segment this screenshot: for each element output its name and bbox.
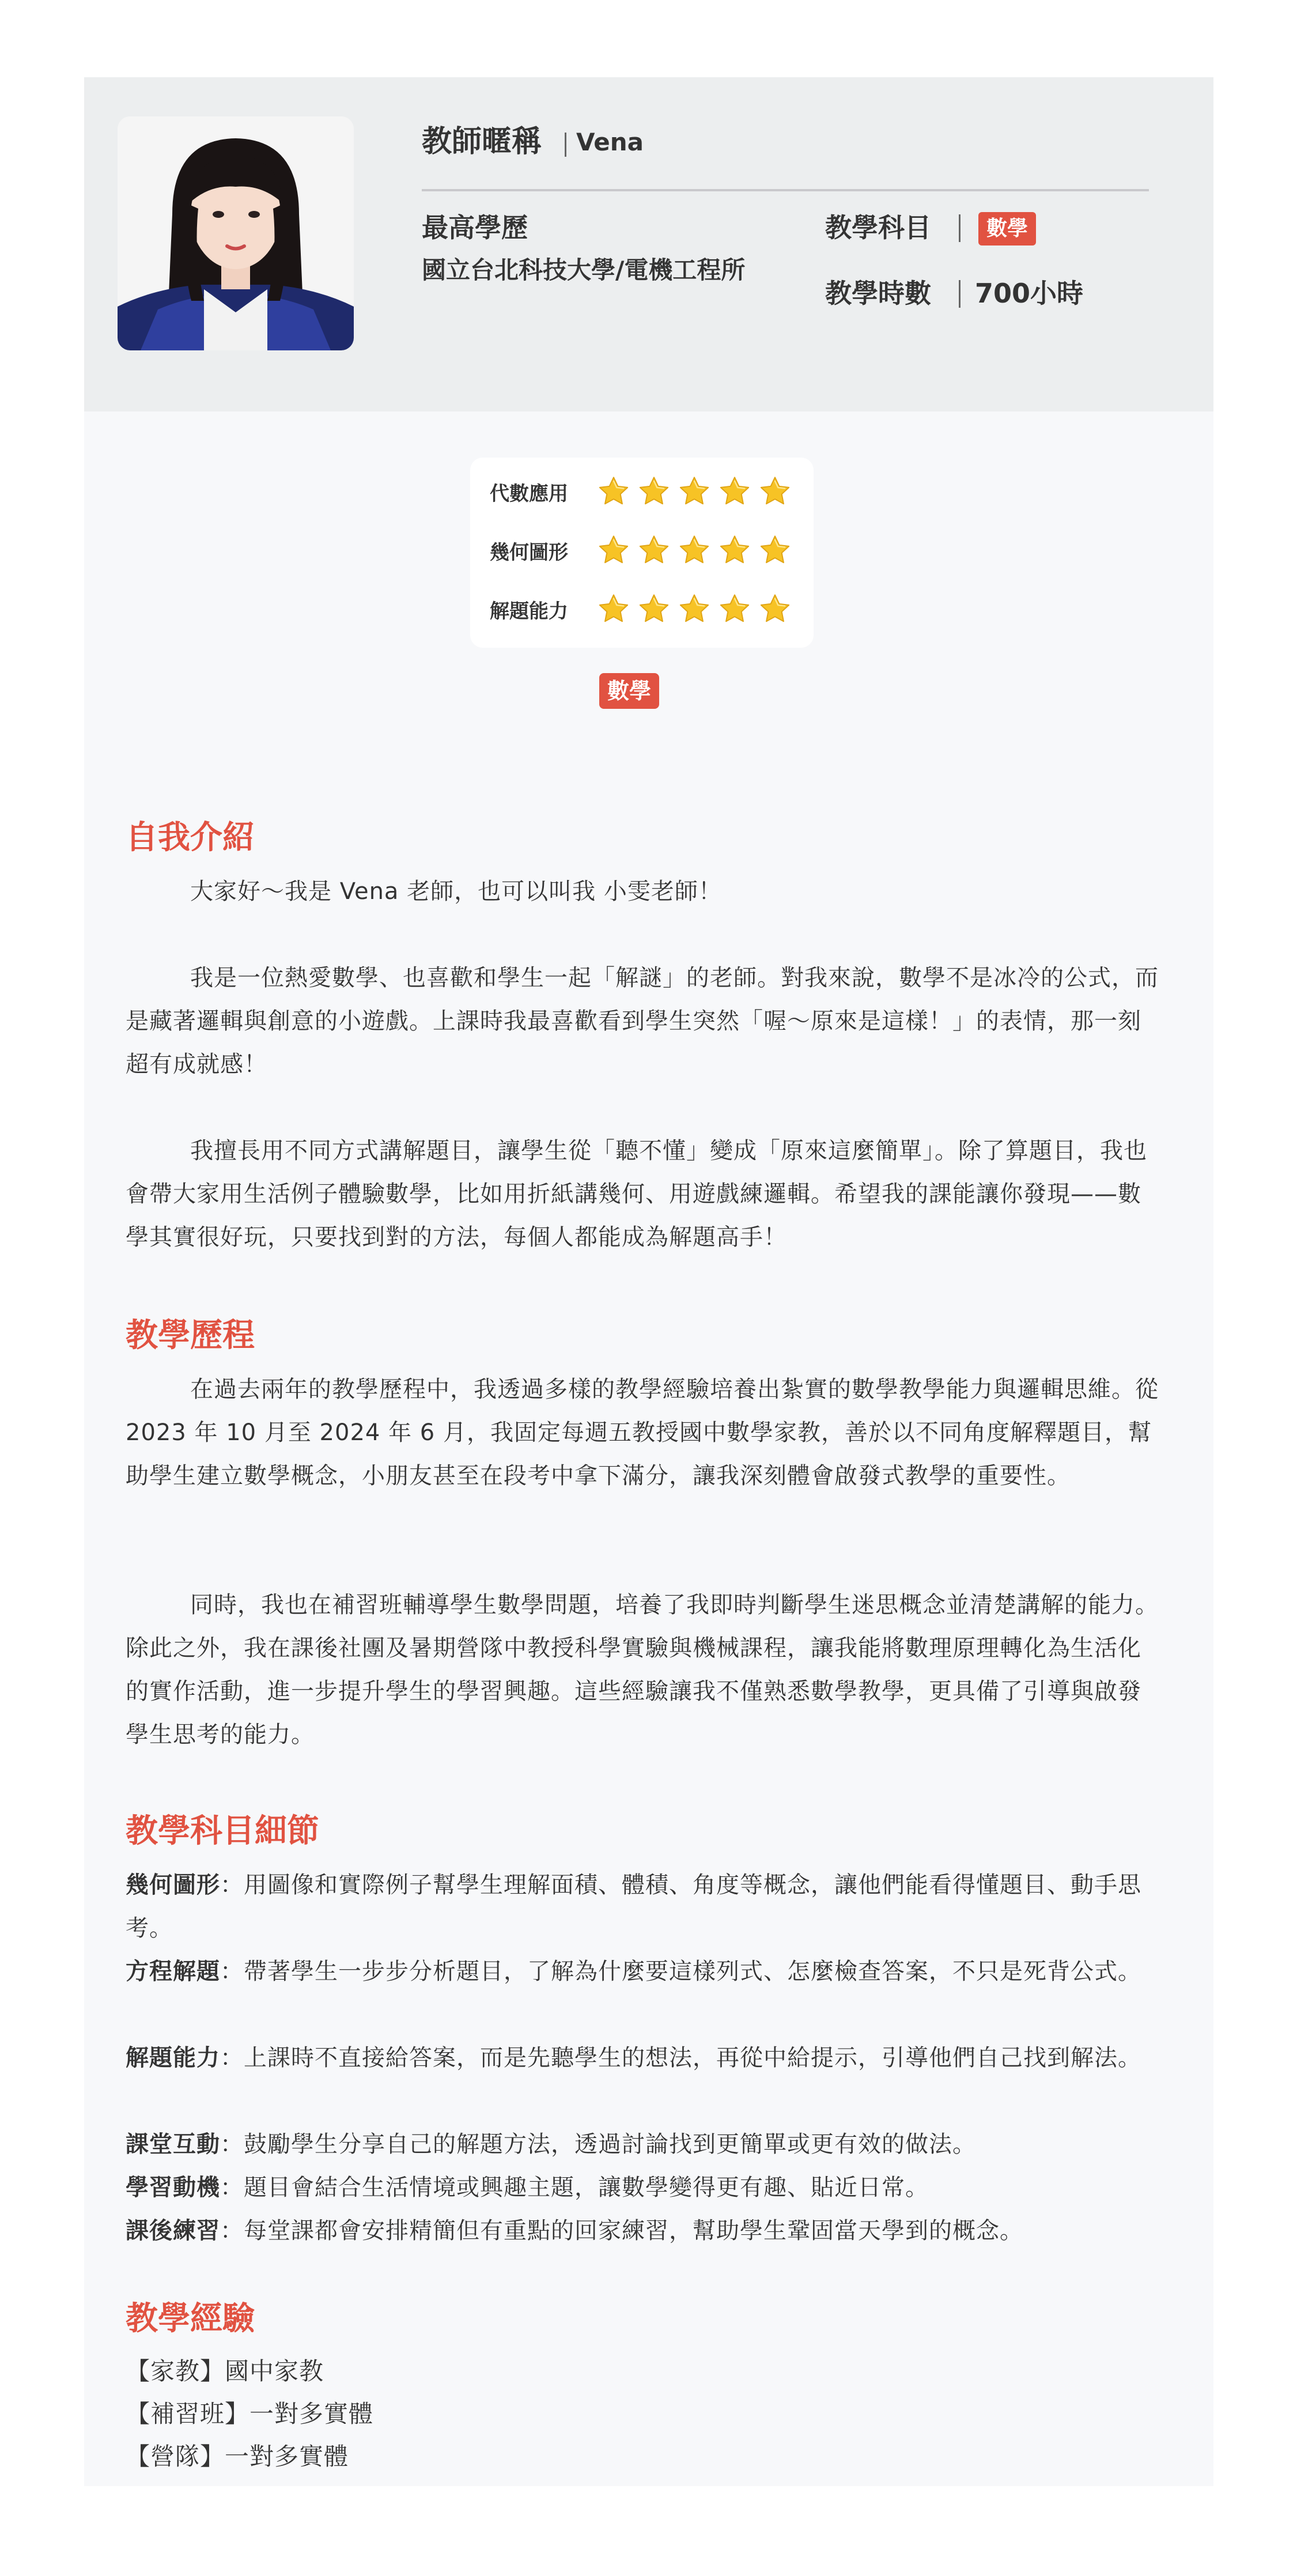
detail-text: ：每堂課都會安排精簡但有重點的回家練習，幫助學生鞏固當天學到的概念。 — [220, 2218, 1023, 2244]
detail-item — [126, 2209, 1163, 2253]
detail-term: 方程解題 — [126, 1958, 220, 1985]
detail-text: ：題目會結合生活情境或興趣主題，讓數學變得更有趣、貼近日常。 — [220, 2174, 929, 2201]
teacher-profile-card — [84, 77, 1213, 2486]
star-icon — [678, 534, 711, 567]
star-icon — [718, 534, 751, 567]
star-icon — [758, 592, 792, 626]
detail-item — [126, 1864, 1163, 1950]
detail-item — [126, 2166, 1163, 2209]
detail-item — [126, 2123, 1163, 2166]
experience-item: 【補習班】一對多實體 — [126, 2400, 374, 2428]
nickname-value: Vena — [576, 128, 644, 156]
nickname-separator — [565, 133, 566, 157]
detail-term: 課堂互動 — [126, 2131, 220, 2158]
skill-ratings-panel — [470, 458, 814, 648]
detail-item — [126, 1950, 1163, 1993]
star-icon — [718, 592, 751, 626]
experience-item: 【營隊】一對多實體 — [126, 2442, 349, 2471]
history-paragraph: 同時，我也在補習班輔導學生數學問題，培養了我即時判斷學生迷思概念並清楚講解的能力。除此之外，我在課後社團及暑期營隊中教授科學實驗與機械課程，讓我能將數理原理轉化為生活化的實作活動，進一步提升學生的學習興趣。這些經驗讓我不僅熟悉數學教學，更具備了引導與啟發學生思考的能力。 — [126, 1592, 1159, 1748]
teacher-avatar — [118, 116, 354, 350]
nickname-label: 教師暱稱 — [422, 124, 542, 159]
intro-paragraph: 我擅長用不同方式講解題目，讓學生從「聽不懂」變成「原來這麼簡單」。除了算題目，我也會帶大家用生活例子體驗數學，比如用折紙講幾何、用遊戲練邏輯。希望我的課能讓你發現——數學其實很好玩，只要找到對的方法，每個人都能成為解題高手！ — [126, 1138, 1147, 1251]
profile-header — [84, 77, 1213, 411]
star-rating — [597, 534, 799, 567]
star-icon — [597, 592, 630, 626]
detail-item — [126, 2037, 1163, 2080]
star-icon — [597, 475, 630, 508]
experience-item: 【家教】國中家教 — [126, 2357, 324, 2385]
star-rating — [597, 475, 799, 508]
detail-term: 學習動機 — [126, 2174, 220, 2201]
star-icon — [718, 475, 751, 508]
rating-row-geometry — [490, 530, 799, 571]
subject-separator — [959, 214, 961, 242]
rating-label: 幾何圖形 — [490, 541, 568, 564]
rating-row-problem-solving — [490, 589, 799, 629]
detail-term: 幾何圖形 — [126, 1872, 220, 1898]
star-icon — [637, 592, 671, 626]
teaching-hours-label: 教學時數 — [825, 278, 931, 309]
star-icon — [637, 475, 671, 508]
details-title: 教學科目細節 — [126, 1812, 319, 1850]
star-icon — [678, 475, 711, 508]
rating-row-algebra — [490, 471, 799, 512]
star-icon — [758, 534, 792, 567]
header-divider — [422, 189, 1149, 191]
history-title: 教學歷程 — [126, 1317, 255, 1354]
subject-tag: 數學 — [599, 673, 659, 709]
detail-text: ：帶著學生一步步分析題目，了解為什麼要這樣列式、怎麼檢查答案，不只是死背公式。 — [220, 1958, 1141, 1985]
star-rating — [597, 592, 799, 626]
intro-paragraph: 大家好～我是 Vena 老師，也可以叫我 小雯老師！ — [190, 878, 722, 905]
education-label: 最高學歷 — [422, 212, 528, 243]
intro-title: 自我介紹 — [126, 819, 255, 856]
detail-text: ：用圖像和實際例子幫學生理解面積、體積、角度等概念，讓他們能看得懂題目、動手思考。 — [126, 1872, 1141, 1942]
intro-paragraph: 我是一位熱愛數學、也喜歡和學生一起「解謎」的老師。對我來說，數學不是冰冷的公式，而是藏著邏輯與創意的小遊戲。上課時我最喜歡看到學生突然「喔～原來是這樣！」的表情，那一刻超有成就感！ — [126, 965, 1159, 1078]
detail-text: ：上課時不直接給答案，而是先聽學生的想法，再從中給提示，引導他們自己找到解法。 — [220, 2045, 1141, 2071]
teaching-hours-value: 700小時 — [975, 278, 1084, 309]
rating-label: 解題能力 — [490, 599, 568, 623]
education-value: 國立台北科技大學/電機工程所 — [422, 256, 746, 284]
detail-term: 解題能力 — [126, 2045, 220, 2071]
teaching-hours-separator — [959, 280, 961, 308]
history-paragraph: 在過去兩年的教學歷程中，我透過多樣的教學經驗培養出紮實的數學教學能力與邏輯思維。從 2023 年 10 月至 2024 年 6 月，我固定每週五教授國中數學家教，善於以不同角度解釋題目，幫助學生建立數學概念，小朋友甚至在段考中拿下滿分，讓我深刻體會啟發式教學的重要性。 — [126, 1376, 1159, 1489]
star-icon — [758, 475, 792, 508]
star-icon — [678, 592, 711, 626]
subject-label: 教學科目 — [825, 212, 931, 243]
experience-title: 教學經驗 — [126, 2300, 255, 2337]
star-icon — [597, 534, 630, 567]
detail-term: 課後練習 — [126, 2218, 220, 2244]
rating-label: 代數應用 — [490, 482, 568, 505]
star-icon — [637, 534, 671, 567]
subject-badge: 數學 — [978, 212, 1036, 245]
detail-text: ：鼓勵學生分享自己的解題方法，透過討論找到更簡單或更有效的做法。 — [220, 2131, 976, 2158]
